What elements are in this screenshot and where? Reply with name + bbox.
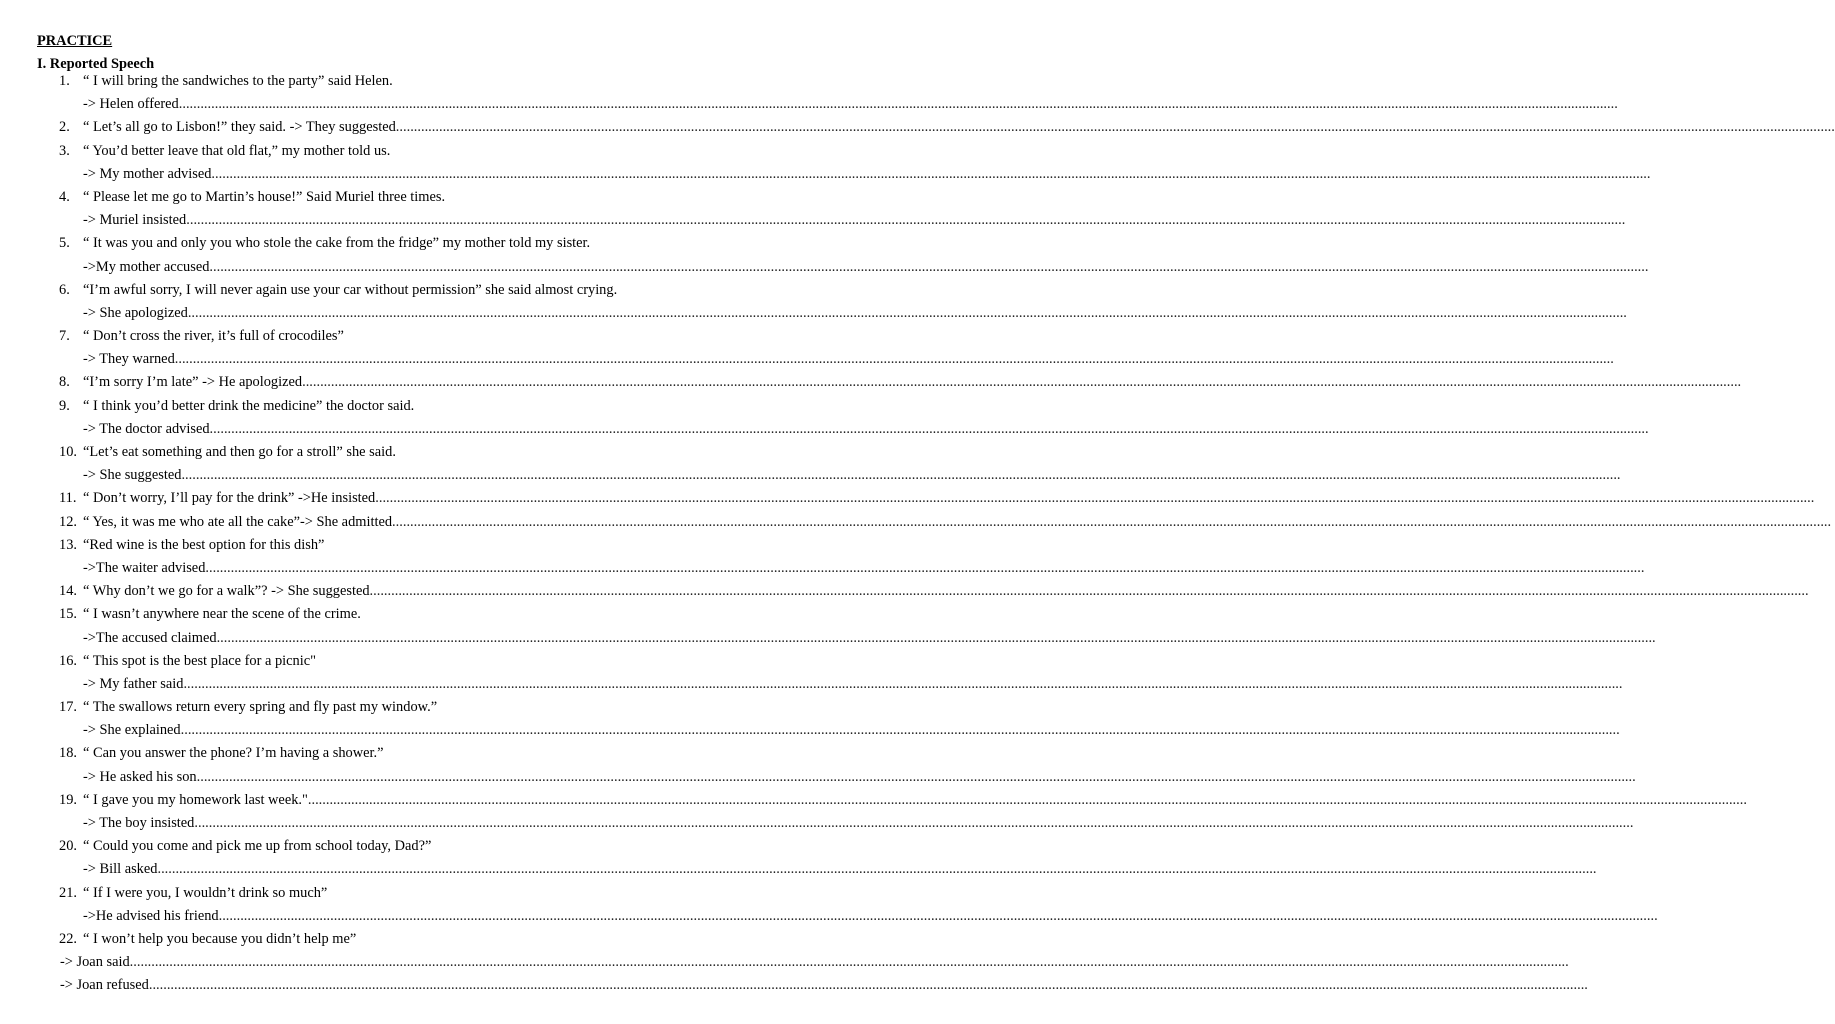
answer-line	[0, 974, 1588, 997]
item-with-blank[interactable]	[83, 789, 1747, 812]
exercise-item	[0, 279, 768, 302]
dotted-fill-line: ................................................................................................................................................................................................................................................................................................................................................................................................................	[187, 304, 1627, 321]
dotted-fill-line: ................................................................................................................................................................................................................................................................................................................................................................................................................	[395, 119, 1835, 136]
exercise-item	[0, 882, 768, 905]
exercise-item	[0, 534, 768, 557]
exercise-list	[0, 70, 1835, 998]
answer-prompt: -> My father said	[83, 675, 184, 692]
item-text: “ I won’t help you because you didn’t help me”	[83, 930, 357, 947]
item-number: 21.	[59, 884, 77, 901]
exercise-item	[0, 395, 768, 418]
dotted-fill-line: ................................................................................................................................................................................................................................................................................................................................................................................................................	[178, 96, 1618, 113]
answer-blank[interactable]	[83, 858, 1597, 881]
answer-prompt: -> He asked his son	[83, 768, 197, 785]
dotted-fill-line: ................................................................................................................................................................................................................................................................................................................................................................................................................	[218, 907, 1658, 924]
item-with-blank[interactable]	[83, 371, 1742, 394]
answer-blank[interactable]	[83, 163, 1651, 186]
answer-blank[interactable]	[83, 418, 1649, 441]
item-with-blank[interactable]	[83, 580, 1809, 603]
dotted-fill-line: ................................................................................................................................................................................................................................................................................................................................................................................................................	[209, 258, 1649, 275]
dotted-fill-line: ................................................................................................................................................................................................................................................................................................................................................................................................................	[375, 490, 1815, 507]
answer-line	[0, 93, 1618, 116]
exercise-item	[0, 696, 768, 719]
answer-line	[0, 766, 1636, 789]
exercise-item	[0, 511, 1832, 534]
answer-blank[interactable]	[60, 974, 1588, 997]
item-text: “ It was you and only you who stole the cake from the fridge” my mother told my sister.	[83, 235, 591, 252]
item-number: 20.	[59, 838, 77, 855]
exercise-item	[0, 580, 1809, 603]
exercise-item	[0, 232, 768, 255]
dotted-fill-line: ................................................................................................................................................................................................................................................................................................................................................................................................................	[302, 374, 1742, 391]
answer-blank[interactable]	[83, 302, 1627, 325]
answer-line	[0, 418, 1649, 441]
answer-blank[interactable]	[83, 348, 1614, 371]
item-number: 4.	[59, 188, 70, 205]
item-number: 10.	[59, 444, 77, 460]
item-text: “ I wasn’t anywhere near the scene of the crime.	[83, 606, 361, 623]
answer-line	[0, 719, 1620, 742]
answer-prompt: -> Joan refused	[60, 977, 149, 994]
answer-line	[0, 905, 1658, 928]
item-number: 19.	[59, 791, 77, 808]
answer-line	[0, 464, 1621, 487]
item-number: 13.	[59, 536, 77, 553]
item-number: 5.	[59, 235, 70, 252]
answer-prompt: ->He advised his friend	[83, 907, 219, 924]
dotted-fill-line: ................................................................................................................................................................................................................................................................................................................................................................................................................	[157, 861, 1597, 878]
answer-blank[interactable]	[83, 766, 1636, 789]
item-text: “ I will bring the sandwiches to the party” said Helen.	[83, 73, 393, 89]
item-number: 1.	[59, 73, 70, 89]
exercise-item	[0, 928, 768, 951]
item-text: “ Don’t cross the river, it’s full of crocodiles”	[83, 328, 344, 345]
answer-line	[0, 557, 1645, 580]
answer-blank[interactable]	[83, 209, 1626, 232]
answer-blank[interactable]	[83, 905, 1658, 928]
exercise-item	[0, 325, 768, 348]
item-text: “ The swallows return every spring and fly past my window.”	[83, 699, 438, 716]
dotted-fill-line: ................................................................................................................................................................................................................................................................................................................................................................................................................	[148, 977, 1588, 994]
item-text: “ You’d better leave that old flat,” my mother told us.	[83, 142, 391, 159]
item-number: 16.	[59, 652, 77, 669]
answer-blank[interactable]	[83, 256, 1649, 279]
dotted-fill-line: ................................................................................................................................................................................................................................................................................................................................................................................................................	[196, 768, 1636, 785]
item-text: “ Can you answer the phone? I’m having a shower.”	[83, 745, 384, 762]
exercise-item	[0, 742, 768, 765]
dotted-fill-line: ................................................................................................................................................................................................................................................................................................................................................................................................................	[205, 559, 1645, 576]
dotted-fill-line: ................................................................................................................................................................................................................................................................................................................................................................................................................	[186, 212, 1626, 229]
answer-line	[0, 627, 1656, 650]
answer-line	[0, 951, 1569, 974]
dotted-fill-line: ................................................................................................................................................................................................................................................................................................................................................................................................................	[129, 954, 1569, 971]
answer-blank[interactable]	[83, 627, 1656, 650]
answer-line	[0, 673, 1623, 696]
exercise-item	[0, 70, 768, 93]
answer-prompt: -> Bill asked	[83, 861, 158, 878]
dotted-fill-line: ................................................................................................................................................................................................................................................................................................................................................................................................................	[369, 583, 1809, 600]
exercise-item	[0, 186, 768, 209]
answer-line	[0, 302, 1627, 325]
exercise-item	[0, 603, 768, 626]
item-number: 22.	[59, 930, 77, 947]
item-number: 12.	[59, 513, 77, 530]
dotted-fill-line: ................................................................................................................................................................................................................................................................................................................................................................................................................	[194, 815, 1634, 831]
item-number: 7.	[59, 328, 70, 345]
dotted-fill-line: ................................................................................................................................................................................................................................................................................................................................................................................................................	[209, 420, 1649, 437]
dotted-fill-line: ................................................................................................................................................................................................................................................................................................................................................................................................................	[183, 675, 1623, 692]
dotted-fill-line: ................................................................................................................................................................................................................................................................................................................................................................................................................	[181, 467, 1621, 484]
exercise-item	[0, 789, 1747, 812]
item-text: “ I gave you my homework last week."	[83, 791, 308, 808]
exercise-item	[0, 650, 768, 673]
answer-prompt: -> The boy insisted	[83, 815, 195, 831]
item-number: 11.	[59, 490, 77, 507]
item-number: 18.	[59, 745, 77, 762]
exercise-item	[0, 116, 1835, 139]
item-number: 17.	[59, 699, 77, 716]
answer-prompt: -> My mother advised	[83, 165, 212, 182]
item-text: “ Don’t worry, I’ll pay for the drink” ->He insisted	[83, 490, 376, 507]
item-with-blank[interactable]	[83, 487, 1815, 510]
item-with-blank[interactable]	[83, 511, 1832, 534]
section-heading: I. Reported Speech	[37, 56, 155, 72]
item-text: “I’m awful sorry, I will never again use your car without permission” she said almost crying.	[83, 281, 618, 298]
exercise-item	[0, 441, 768, 464]
answer-prompt: -> Muriel insisted	[83, 212, 187, 229]
item-text: “ Why don’t we go for a walk”? -> She suggested	[83, 583, 370, 600]
answer-prompt: -> Helen offered	[83, 96, 179, 113]
item-text: “ Yes, it was me who ate all the cake”-> She admitted	[83, 513, 393, 530]
answer-blank[interactable]	[83, 557, 1645, 580]
item-number: 15.	[59, 606, 77, 623]
item-text: “ Let’s all go to Lisbon!” they said. -> They suggested	[83, 119, 396, 136]
dotted-fill-line: ................................................................................................................................................................................................................................................................................................................................................................................................................	[307, 791, 1747, 808]
item-text: “ Could you come and pick me up from school today, Dad?”	[83, 838, 432, 855]
answer-prompt: -> The doctor advised	[83, 420, 210, 437]
answer-blank[interactable]	[83, 719, 1620, 742]
item-number: 9.	[59, 397, 70, 414]
dotted-fill-line: ................................................................................................................................................................................................................................................................................................................................................................................................................	[174, 351, 1614, 368]
answer-prompt: ->The accused claimed	[83, 629, 217, 646]
exercise-item	[0, 140, 768, 163]
exercise-item	[0, 487, 1815, 510]
dotted-fill-line: ................................................................................................................................................................................................................................................................................................................................................................................................................	[211, 165, 1651, 182]
item-with-blank[interactable]	[83, 116, 1835, 139]
exercise-item	[0, 371, 1742, 394]
answer-line	[0, 256, 1649, 279]
answer-prompt: -> They warned	[83, 351, 175, 368]
item-text: “Red wine is the best option for this dish”	[83, 536, 325, 553]
item-number: 2.	[59, 119, 70, 136]
answer-blank[interactable]	[60, 951, 1569, 974]
item-text: “I’m sorry I’m late” -> He apologized	[83, 374, 303, 391]
item-number: 8.	[59, 374, 70, 391]
item-text: “Let’s eat something and then go for a stroll” she said.	[83, 444, 396, 460]
answer-line	[0, 348, 1614, 371]
dotted-fill-line: ................................................................................................................................................................................................................................................................................................................................................................................................................	[216, 629, 1656, 646]
answer-prompt: -> She suggested	[83, 467, 182, 484]
item-number: 14.	[59, 583, 77, 600]
item-text: “ This spot is the best place for a picnic"	[83, 652, 316, 669]
answer-line	[0, 163, 1651, 186]
answer-prompt: ->My mother accused	[83, 258, 210, 275]
dotted-fill-line: ................................................................................................................................................................................................................................................................................................................................................................................................................	[392, 513, 1832, 530]
exercise-item	[0, 835, 768, 858]
answer-blank[interactable]	[83, 93, 1618, 116]
answer-line	[0, 812, 1634, 835]
page-title: PRACTICE	[37, 33, 113, 49]
answer-blank[interactable]	[83, 673, 1623, 696]
answer-prompt: -> She explained	[83, 722, 181, 739]
item-text: “ If I were you, I wouldn’t drink so much”	[83, 884, 328, 901]
answer-line	[0, 209, 1626, 232]
answer-blank[interactable]	[83, 464, 1621, 487]
item-number: 6.	[59, 281, 70, 298]
answer-line	[0, 858, 1597, 881]
answer-prompt: ->The waiter advised	[83, 559, 206, 576]
answer-prompt: -> Joan said	[60, 954, 130, 971]
item-text: “ I think you’d better drink the medicine” the doctor said.	[83, 397, 415, 414]
answer-prompt: -> She apologized	[83, 304, 188, 321]
answer-blank[interactable]	[83, 812, 1634, 835]
item-number: 3.	[59, 142, 70, 159]
item-text: “ Please let me go to Martin’s house!” Said Muriel three times.	[83, 188, 446, 205]
dotted-fill-line: ................................................................................................................................................................................................................................................................................................................................................................................................................	[180, 722, 1620, 739]
